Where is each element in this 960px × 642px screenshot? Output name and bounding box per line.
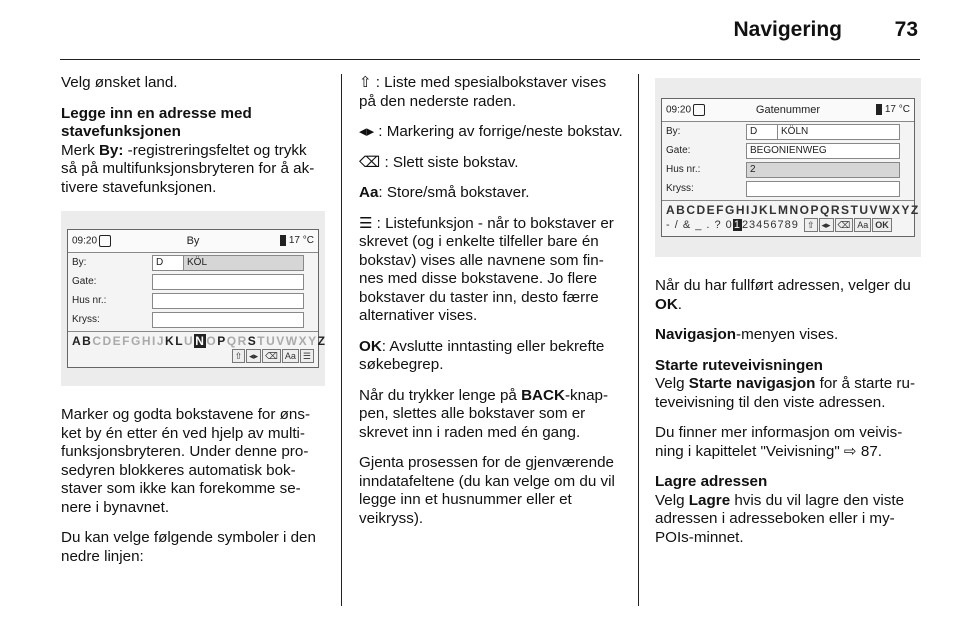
text: Velg [655, 375, 689, 392]
paragraph-mark-letters: Marker og godta bokstavene for ønsket by én etter én ved hjelp av multifunksjonsbryteren. Under denne prosedyren blokkeres automatisk bokstaver som ikke kan forekomme senere i bynavnet. [61, 406, 311, 516]
street-value: BEGONIENWEG [747, 144, 899, 158]
city-value: KÖL [183, 256, 303, 270]
list-icon: ☰ [300, 349, 314, 363]
field-city [662, 122, 914, 141]
crossing-input [746, 181, 900, 197]
text: -knappen, slettes alle bokstaver som er skrevet inn i raden med én gang. [359, 386, 609, 441]
empty-value [153, 313, 303, 327]
display-top-bar [68, 230, 318, 253]
letters-blocked: O [206, 334, 218, 348]
header-rule [60, 59, 920, 60]
field-label: Hus nr.: [72, 295, 107, 306]
empty-value [153, 275, 303, 289]
paragraph-finish [655, 277, 921, 314]
paragraph-select-country: Velg ønsket land. [61, 74, 178, 91]
field-label: Gate: [72, 276, 97, 287]
section-heading-start-route: Starte ruteveivisningen [655, 356, 823, 374]
bold-text: Starte navigasjon [688, 375, 816, 392]
crossing-input [152, 312, 304, 328]
text: for å starte ruteveivisning til den viste adressen. [655, 375, 915, 411]
house-value: 2 [747, 163, 899, 177]
field-label: By: [666, 126, 681, 137]
display-title: By [186, 235, 200, 247]
symbol-ok-desc [359, 338, 623, 375]
letters-available: Z [317, 334, 327, 348]
text: Når du har fullført adressen, velger du [655, 277, 911, 294]
street-input [746, 143, 900, 159]
paragraph-save [655, 492, 921, 548]
text: : Slett siste bokstav. [384, 153, 519, 171]
field-label: Gate: [666, 145, 691, 156]
letters-available: S [247, 334, 258, 348]
text: hvis du vil lagre den viste adressen i adresseboken eller i my-POIs-minnet. [655, 491, 905, 546]
letters-blocked: CDEFGHIJ [92, 334, 166, 348]
thermometer-icon [876, 104, 882, 115]
infotainment-display [661, 98, 920, 237]
field-street [68, 272, 318, 291]
case-icon: Aa [359, 184, 379, 201]
page-header [0, 0, 960, 60]
display-temperature [280, 235, 314, 247]
field-label: Kryss: [666, 183, 694, 194]
ok-label: OK [359, 337, 382, 355]
paragraph-symbols-intro: Du kan velge følgende symboler i den nedre linjen: [61, 529, 316, 565]
house-input [152, 293, 304, 309]
digit-row [662, 217, 914, 236]
symbols-text: - / & _ . ? 0 [666, 219, 733, 231]
field-crossing [662, 179, 914, 198]
column-2 [359, 74, 623, 540]
field-label: Hus nr.: [666, 164, 701, 175]
display-title: Gatenummer [755, 104, 821, 116]
house-input [746, 162, 900, 178]
country-code: D [750, 126, 758, 137]
empty-value [153, 294, 303, 308]
display-temperature [876, 104, 910, 116]
text: Velg [655, 491, 689, 509]
letter-row [68, 332, 327, 348]
country-code: D [156, 257, 164, 268]
column-divider-1 [341, 74, 342, 606]
letters-blocked: U [184, 334, 195, 348]
column-divider-2 [638, 74, 639, 606]
arrows-icon: ◂▸ [359, 123, 375, 140]
letters-available: P [217, 334, 227, 348]
screenshot-city-entry [61, 211, 325, 386]
time-text: 09:20 [72, 235, 98, 247]
symbol-case-desc [359, 184, 623, 203]
digits-text: 23456789 [741, 219, 799, 231]
field-house [662, 160, 914, 179]
time-text: 09:20 [666, 104, 692, 116]
display-top-bar [662, 99, 914, 122]
shift-icon: ⇧ [804, 218, 818, 232]
text: -menyen vises. [736, 326, 839, 343]
backspace-icon: ⌫ [262, 349, 281, 363]
text: : Markering av forrige/neste bokstav. [378, 123, 623, 140]
temp-text: 17 °C [884, 104, 910, 116]
letters-blocked: QR [226, 334, 248, 348]
text: : Avslutte inntasting eller bekrefte søkebegrep. [359, 337, 605, 373]
bold-text: BACK [521, 386, 565, 404]
text: Merk [61, 141, 99, 159]
field-city [68, 253, 318, 272]
text: : Liste med spesialbokstaver vises på den nederste raden. [359, 74, 607, 110]
section-heading-save: Lagre adressen [655, 473, 768, 490]
field-label: Kryss: [72, 314, 100, 325]
shift-icon: ⇧ [232, 349, 246, 363]
case-icon: Aa [282, 349, 299, 363]
bold-text: Navigasjon [655, 326, 737, 343]
paragraph-back-button [359, 387, 623, 443]
text: -registreringsfeltet og trykk så på multifunksjonsbryteren for å aktivere stavefunksjonen. [61, 141, 315, 196]
field-crossing [68, 310, 318, 329]
arrows-icon: ◂▸ [819, 218, 834, 232]
temp-text: 17 °C [288, 235, 314, 247]
city-input [152, 255, 304, 271]
field-house [68, 291, 318, 310]
section-heading-spell: Legge inn en adresse med stavefunksjonen [61, 104, 252, 140]
paragraph-repeat: Gjenta prosessen for de gjenværende inndatafeltene (du kan velge om du vil legge inn et husnummer eller et veikryss). [359, 454, 615, 527]
function-key-row [68, 348, 318, 367]
infotainment-display [67, 229, 327, 368]
letter-selected: N [195, 334, 206, 348]
field-street [662, 141, 914, 160]
empty-value [747, 182, 899, 196]
screenshot-house-number [655, 78, 921, 257]
paragraph-more-info: Du finner mer informasjon om veivisning i kapittelet "Veivisning" ⇨ 87. [655, 424, 903, 460]
page-number: 73 [894, 18, 918, 41]
paragraph-start-navigation [655, 375, 921, 412]
symbol-arrows-desc [359, 123, 623, 142]
page-title: Navigering [733, 18, 842, 41]
text: : Listefunksjon - når to bokstaver er skrevet (og i enkelte tilfeller bare én bokstav) vises alle navnene som finnes med disse bokstavene. Jo flere bokstaver du taster inn, desto færre alternativer vises. [359, 214, 614, 324]
bold-text: OK [655, 295, 678, 313]
column-1 [61, 74, 325, 578]
letters-available: AB [72, 334, 93, 348]
bold-text: By: [98, 141, 124, 159]
symbol-list-desc [359, 215, 623, 326]
digit-selected: 1 [733, 219, 741, 231]
column-3 [655, 74, 921, 559]
city-input [746, 124, 900, 140]
arrows-icon: ◂▸ [246, 349, 261, 363]
bold-text: Lagre [688, 491, 731, 509]
symbol-backspace-desc [359, 154, 623, 173]
paragraph-menu-shown [655, 326, 921, 345]
street-input [152, 274, 304, 290]
text: : Store/små bokstaver. [378, 184, 530, 201]
city-value: KÖLN [777, 125, 899, 139]
ok-key: OK [872, 218, 892, 232]
symbol-shift-desc [359, 74, 623, 111]
backspace-icon: ⌫ [835, 218, 854, 232]
text: . [677, 295, 683, 313]
backspace-icon: ⌫ [359, 153, 381, 171]
text: Når du trykker lenge på [359, 386, 522, 404]
thermometer-icon [280, 235, 286, 246]
field-label: By: [72, 257, 87, 268]
shift-icon: ⇧ [359, 74, 372, 91]
letters-available: KL [165, 334, 185, 348]
paragraph-mark-city [61, 142, 325, 198]
letter-row: ABCDEFGHIJKLMNOPQRSTUVWXYZ [666, 203, 920, 217]
list-icon: ☰ [359, 214, 373, 232]
case-icon: Aa [854, 218, 871, 232]
letters-blocked: TUVWXY [257, 334, 318, 348]
